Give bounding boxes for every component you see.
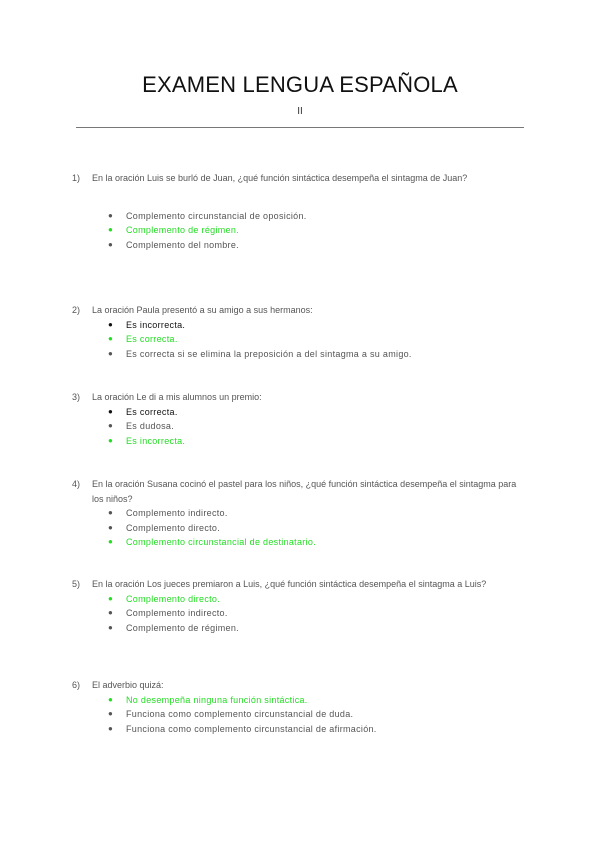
question-1	[70, 171, 520, 252]
option: ● Complemento de régimen.	[108, 223, 520, 238]
question-text	[70, 303, 520, 318]
bullet-icon: ●	[108, 239, 114, 249]
options-list	[70, 318, 520, 362]
option: ● Complemento directo.	[108, 521, 520, 536]
question-text	[70, 477, 520, 506]
option: ● Complemento circunstancial de oposición.	[108, 209, 520, 224]
option: ● Complemento indirecto.	[108, 606, 520, 621]
page-subtitle: II	[297, 106, 303, 117]
question-text-content: La oración Le di a mis alumnos un premio:	[92, 392, 262, 402]
options-list	[70, 693, 520, 737]
option: ● Complemento circunstancial de destinatario.	[108, 535, 520, 550]
divider	[76, 127, 524, 128]
question-number: 4)	[72, 479, 81, 489]
question-text	[70, 171, 520, 186]
bullet-icon: ●	[108, 522, 114, 532]
option: ● Es correcta.	[108, 332, 520, 347]
bullet-icon: ●	[108, 622, 114, 632]
bullet-icon: ●	[108, 435, 114, 445]
question-2	[70, 303, 520, 361]
question-text-content: El adverbio quizá:	[92, 680, 164, 690]
option: ● Complemento directo.	[108, 592, 520, 607]
question-text-content: En la oración Luis se burló de Juan, ¿qué función sintáctica desempeña el sintagma de Juan?	[92, 173, 468, 183]
bullet-icon: ●	[108, 319, 114, 329]
question-5	[70, 577, 520, 635]
bullet-icon: ●	[108, 210, 114, 220]
question-text	[70, 390, 520, 405]
question-text-content: En la oración Los jueces premiaron a Luis, ¿qué función sintáctica desempeña el sintagma a Luis?	[92, 579, 487, 589]
bullet-icon: ●	[108, 508, 114, 517]
bullet-icon: ●	[108, 709, 114, 718]
option: ● Complemento indirecto.	[108, 506, 520, 521]
option: ● No desempeña ninguna función sintáctica.	[108, 693, 520, 708]
options-list	[70, 405, 520, 449]
question-number: 5)	[72, 579, 81, 589]
option: ● Es incorrecta.	[108, 318, 520, 333]
bullet-icon: ●	[108, 225, 114, 234]
bullet-icon: ●	[108, 421, 114, 430]
question-number: 3)	[72, 392, 81, 402]
option: ● Funciona como complemento circunstancial de afirmación.	[108, 722, 520, 737]
question-3	[70, 390, 520, 448]
question-6	[70, 678, 520, 736]
option: ● Es correcta si se elimina la preposición a del sintagma a su amigo.	[108, 347, 520, 362]
option: ● Es correcta.	[108, 405, 520, 420]
question-text	[70, 678, 520, 693]
option: ● Funciona como complemento circunstancial de duda.	[108, 707, 520, 722]
bullet-icon: ●	[108, 694, 114, 704]
question-number: 6)	[72, 680, 81, 690]
question-4	[70, 477, 520, 550]
option: ● Es dudosa.	[108, 419, 520, 434]
options-list	[70, 592, 520, 636]
question-text	[70, 577, 520, 592]
question-number: 2)	[72, 305, 81, 315]
bullet-icon: ●	[108, 348, 114, 358]
options-list	[70, 506, 520, 550]
option: ● Complemento del nombre.	[108, 238, 520, 253]
page-title: EXAMEN LENGUA ESPAÑOLA	[142, 72, 458, 97]
question-text-content: En la oración Susana cocinó el pastel para los niños, ¿qué función sintáctica desempeña el sintagma para los niños?	[92, 479, 517, 504]
bullet-icon: ●	[108, 608, 114, 617]
question-text-content: La oración Paula presentó a su amigo a sus hermanos:	[92, 305, 313, 315]
bullet-icon: ●	[108, 593, 114, 603]
option: ● Es incorrecta.	[108, 434, 520, 449]
bullet-icon: ●	[108, 334, 114, 343]
bullet-icon: ●	[108, 723, 114, 733]
options-list	[70, 209, 520, 253]
question-number: 1)	[72, 173, 81, 183]
bullet-icon: ●	[108, 406, 114, 416]
bullet-icon: ●	[108, 537, 114, 546]
option: ● Complemento de régimen.	[108, 621, 520, 636]
